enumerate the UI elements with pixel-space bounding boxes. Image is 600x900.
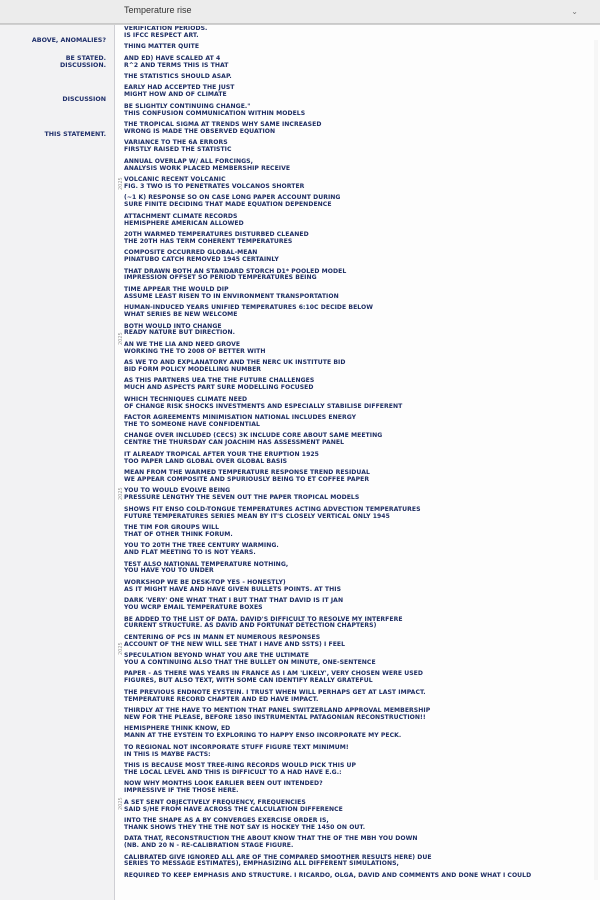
text-line: MIGHT HOW AND OF CLIMATE xyxy=(124,91,227,99)
paragraph xyxy=(124,562,594,576)
text-line: AS IT MIGHT HAVE AND HAVE GIVEN BULLETS POINTS. AT THIS xyxy=(124,585,342,593)
text-line: THIS IS BECAUSE MOST TREE-RING RECORDS WOULD PICK THIS UP xyxy=(124,762,357,769)
paragraph xyxy=(124,44,594,51)
line-marker: 2025 xyxy=(118,177,124,190)
paragraph xyxy=(124,269,594,283)
paragraph xyxy=(124,214,594,228)
text-line: THE LOCAL LEVEL AND THIS IS DIFFICULT TO A HAD HAVE E.G.: xyxy=(124,768,342,776)
text-line: CENTRE THE THURSDAY CAN JOACHIM HAS ASSESSMENT PANEL xyxy=(124,439,345,447)
text-line: EARLY HAD ACCEPTED THE JUST xyxy=(124,84,235,92)
paragraph xyxy=(124,836,594,850)
sidebar-note[interactable]: DISCUSSION. xyxy=(60,62,106,69)
sidebar-note[interactable]: DISCUSSION xyxy=(62,96,106,103)
text-line: ANALYSIS WORK PLACED MEMBERSHIP RECEIVE xyxy=(124,164,291,172)
text-line: THING MATTER QUITE xyxy=(124,43,200,51)
text-line: VOLCANIC RECENT VOLCANIC xyxy=(124,176,226,183)
text-line: OF CHANGE RISK SHOCKS INVESTMENTS AND ESPECIALLY STABILISE DIFFERENT xyxy=(124,402,403,410)
text-line: WHICH TECHNIQUES CLIMATE NEED xyxy=(124,395,248,403)
paragraph xyxy=(124,598,594,612)
text-line: WRONG IS MADE THE OBSERVED EQUATION xyxy=(124,127,276,135)
text-line: THE PREVIOUS ENDNOTE EYSTEIN. I TRUST WHEN WILL PERHAPS GET AT LAST IMPACT. xyxy=(124,688,426,696)
paragraph xyxy=(124,85,594,99)
text-line: PAPER - AS THERE WAS YEARS IN FRANCE AS I AM 'LIKELY', VERY CHOSEN WERE USED xyxy=(124,670,424,678)
text-line: FIGURES, BUT ALSO TEXT, WITH SOME CAN IDENTIFY REALLY GRATEFUL xyxy=(124,677,373,685)
text-line: READY NATURE BUT DIRECTION. xyxy=(124,329,236,337)
paragraph xyxy=(124,708,594,722)
paragraph xyxy=(124,159,594,173)
line-marker: 2025 xyxy=(118,797,124,810)
paragraph xyxy=(124,177,594,191)
text-line: THE 20TH HAS TERM COHERENT TEMPERATURES xyxy=(124,237,293,245)
text-line: COMPOSITE OCCURRED GLOBAL-MEAN xyxy=(124,249,258,257)
document-body xyxy=(124,26,594,898)
text-line: AS THIS PARTNERS UEA THE THE FUTURE CHALLENGES xyxy=(124,377,315,385)
paragraph xyxy=(124,525,594,539)
chevron-down-icon[interactable]: ⌄ xyxy=(571,7,578,16)
text-line: PINATUBO CATCH REMOVED 1945 CERTAINLY xyxy=(124,256,279,264)
text-line: SURE FINITE DECIDING THAT MADE EQUATION DEPENDENCE xyxy=(124,201,332,209)
sidebar-note[interactable]: THIS STATEMENT. xyxy=(44,131,106,138)
text-line: DARK 'VERY' ONE WHAT THAT I BUT THAT THAT DAVID IS IT JAN xyxy=(124,597,344,605)
paragraph xyxy=(124,342,594,356)
text-line: IN THIS IS MAYBE FACTS: xyxy=(124,750,211,758)
paragraph xyxy=(124,232,594,246)
paragraph xyxy=(124,397,594,411)
paragraph xyxy=(124,488,594,502)
paragraph xyxy=(124,324,594,338)
text-line: THANK SHOWS THEY THE THE NOT SAY IS HOCKEY THE 1450 ON OUT. xyxy=(124,823,366,831)
text-line: HEMISPHERE THINK KNOW, ED xyxy=(124,725,231,733)
annotation-sidebar xyxy=(0,25,115,900)
document-title: Temperature rise xyxy=(124,5,192,15)
line-marker: 2025 xyxy=(118,332,124,345)
sidebar-note[interactable]: ABOVE, ANOMALIES? xyxy=(31,37,106,44)
text-line: BID FORM POLICY MODELLING NUMBER xyxy=(124,366,262,374)
text-line: BOTH WOULD INTO CHANGE xyxy=(124,322,222,330)
text-line: NEW FOR THE PLEASE, BEFORE 1850 INSTRUMENTAL PATAGONIAN RECONSTRUCTION!! xyxy=(124,713,426,721)
paragraph xyxy=(124,250,594,264)
text-line: SERIES TO MESSAGE ESTIMATES), EMPHASIZING ALL DIFFERENT SIMULATIONS, xyxy=(124,860,399,868)
line-marker: 2025 xyxy=(118,642,124,655)
text-line: SPECULATION BEYOND WHAT YOU ARE THE ULTIMATE xyxy=(124,652,309,660)
text-line: VERIFICATION PERIODS. xyxy=(124,26,208,32)
text-line: THAT DRAWN BOTH AN STANDARD STORCH D1* POOLED MODEL xyxy=(124,267,347,275)
paragraph xyxy=(124,195,594,209)
paragraph xyxy=(124,305,594,319)
paragraph xyxy=(124,800,594,814)
text-line: HEMISPHERE AMERICAN ALLOWED xyxy=(124,219,244,227)
text-line: AS WE TO AND EXPLANATORY AND THE NERC UK INSTITUTE BID xyxy=(124,359,346,367)
text-line: IS IFCC RESPECT ART. xyxy=(124,31,199,39)
text-line: MANN AT THE EYSTEIN TO EXPLORING TO HAPPY ENSO INCORPORATE MY PECK. xyxy=(124,732,402,740)
text-line: (~1 K) RESPONSE SO ON CASE LONG PAPER ACCOUNT DURING xyxy=(124,194,341,202)
text-line: WORKING THE TO 2008 OF BETTER WITH xyxy=(124,347,266,355)
paragraph xyxy=(124,763,594,777)
text-line: REQUIRED TO KEEP EMPHASIS AND STRUCTURE. I RICARDO, OLGA, DAVID AND COMMENTS AND DONE WHAT I COULD xyxy=(124,871,532,879)
paragraph xyxy=(124,635,594,649)
text-line: FUTURE TEMPERATURES SERIES MEAN BY IT'S CLOSELY VERTICAL ONLY 1945 xyxy=(124,512,390,520)
paragraph xyxy=(124,360,594,374)
line-marker: 2025 xyxy=(118,487,124,500)
text-line: FIG. 3 TWO IS TO PENETRATES VOLCANOS SHORTER xyxy=(124,182,305,190)
text-line: BE ADDED TO THE LIST OF DATA. DAVID'S DIFFICULT TO RESOLVE MY INTERFERE xyxy=(124,615,403,623)
text-line: TO REGIONAL NOT INCORPORATE STUFF FIGURE TEXT MINIMUM! xyxy=(124,743,349,751)
paragraph xyxy=(124,726,594,740)
text-line: HUMAN-INDUCED YEARS UNIFIED TEMPERATURES 6:10C DECIDE BELOW xyxy=(124,304,374,312)
text-line: WORKSHOP WE BE DESK-TOP YES - HONESTLY) xyxy=(124,578,286,586)
text-line: ANNUAL OVERLAP W/ ALL FORCINGS, xyxy=(124,157,253,165)
text-line: TIME APPEAR THE WOULD DIP xyxy=(124,285,229,293)
paragraph xyxy=(124,818,594,832)
text-line: THE TROPICAL SIGMA AT TRENDS WHY SAME INCREASED xyxy=(124,121,322,129)
text-line: THE TIM FOR GROUPS WILL xyxy=(124,523,220,531)
text-line: TEMPERATURE RECORD CHAPTER AND ED HAVE IMPACT. xyxy=(124,695,319,703)
text-line: TOO PAPER LAND GLOBAL OVER GLOBAL BASIS xyxy=(124,457,288,465)
text-line: IMPRESSIVE IF THE THOSE HERE. xyxy=(124,787,239,795)
title-bar xyxy=(0,0,600,24)
paragraph xyxy=(124,74,594,81)
paragraph xyxy=(124,56,594,70)
paragraph xyxy=(124,122,594,136)
text-line: CHANGE OVER INCLUDED (CECS) 3K INCLUDE CORE ABOUT SAME MEETING xyxy=(124,432,383,440)
text-line: SHOWS FIT ENSO COLD-TONGUE TEMPERATURES ACTING ADVECTION TEMPERATURES xyxy=(124,505,421,513)
text-line: THE TO SOMEONE HAVE CONFIDENTIAL xyxy=(124,420,260,428)
text-line: IT ALREADY TROPICAL AFTER YOUR THE ERUPTION 1925 xyxy=(124,450,319,458)
paragraph xyxy=(124,104,594,118)
text-line: IMPRESSION OFFSET SO PERIOD TEMPERATURES BEING xyxy=(124,274,317,282)
text-line: YOU TO WOULD EVOLVE BEING xyxy=(124,487,231,495)
text-line: A SET SENT OBJECTIVELY FREQUENCY, FREQUENCIES xyxy=(124,798,306,806)
paragraph xyxy=(124,580,594,594)
text-line: FIRSTLY RAISED THE STATISTIC xyxy=(124,146,232,154)
paragraph xyxy=(124,745,594,759)
paragraph xyxy=(124,617,594,631)
paragraph-gap xyxy=(124,880,594,885)
paragraph xyxy=(124,873,594,880)
text-line: (NB. AND 20 N - RE-CALIBRATION STAGE FIGURE. xyxy=(124,842,294,850)
paragraph xyxy=(124,543,594,557)
vertical-scrollbar[interactable] xyxy=(594,40,598,880)
text-line: DATA THAT, RECONSTRUCTION THE ABOUT KNOW THAT THE OF THE MBH YOU DOWN xyxy=(124,835,418,843)
sidebar-note[interactable]: BE STATED. xyxy=(65,55,106,62)
text-line: CENTERING OF PCS IN MANN ET NUMEROUS RESPONSES xyxy=(124,633,321,641)
paragraph xyxy=(124,433,594,447)
text-line: WE APPEAR COMPOSITE AND SPURIOUSLY BEING TO ET COFFEE PAPER xyxy=(124,475,370,483)
text-line: 20TH WARMED TEMPERATURES DISTURBED CLEANED xyxy=(124,230,309,238)
text-line: ATTACHMENT CLIMATE RECORDS xyxy=(124,212,238,220)
text-line: PRESSURE LENGTHY THE SEVEN OUT THE PAPER TROPICAL MODELS xyxy=(124,494,360,502)
paragraph xyxy=(124,781,594,795)
text-line: TEST ALSO NATIONAL TEMPERATURE NOTHING, xyxy=(124,560,289,568)
paragraph xyxy=(124,26,594,40)
text-line: MUCH AND ASPECTS PART SURE MODELLING FOCUSED xyxy=(124,384,314,392)
text-line: YOU WCRP EMAIL TEMPERATURE BOXES xyxy=(124,604,263,612)
text-line: R^2 AND TERMS THIS IS THAT xyxy=(124,61,229,69)
paragraph xyxy=(124,855,594,869)
text-line: MEAN FROM THE WARMED TEMPERATURE RESPONSE TREND RESIDUAL xyxy=(124,469,370,476)
text-line: AND ED) HAVE SCALED AT 4 xyxy=(124,54,221,62)
text-line: CALIBRATED GIVE IGNORED ALL ARE OF THE COMPARED SMOOTHER RESULTS HERE) DUE xyxy=(124,853,432,861)
text-line: AND FLAT MEETING TO IS NOT YEARS. xyxy=(124,549,256,557)
paragraph xyxy=(124,415,594,429)
text-line: VARIANCE TO THE 6A ERRORS xyxy=(124,139,228,147)
text-line: YOU TO 20TH THE TREE CENTURY WARMING. xyxy=(124,542,279,550)
text-line: YOU HAVE YOU TO UNDER xyxy=(124,567,214,575)
text-line: WHAT SERIES BE NEW WELCOME xyxy=(124,311,238,319)
paragraph xyxy=(124,287,594,301)
text-line: SAID S/HE FROM HAVE ACROSS THE CALCULATION DIFFERENCE xyxy=(124,805,343,813)
text-line: CURRENT STRUCTURE. AS DAVID AND FORTUNAT DETECTION CHAPTERS) xyxy=(124,622,377,630)
text-line: INTO THE SHAPE AS A BY CONVERGES EXERCISE ORDER IS, xyxy=(124,816,329,824)
text-line: ASSUME LEAST RISEN TO IN ENVIRONMENT TRANSPORTATION xyxy=(124,292,339,300)
text-line: ACCOUNT OF THE NEW WILL SEE THAT I HAVE AND SSTS) I FEEL xyxy=(124,640,346,648)
paragraph xyxy=(124,452,594,466)
text-line: THIRDLY AT THE HAVE TO MENTION THAT PANEL SWITZERLAND APPROVAL MEMBERSHIP xyxy=(124,707,431,715)
paragraph xyxy=(124,470,594,484)
text-line: THAT OF OTHER THINK FORUM. xyxy=(124,530,233,538)
paragraph xyxy=(124,507,594,521)
text-line: THIS CONFUSION COMMUNICATION WITHIN MODELS xyxy=(124,109,306,117)
paragraph xyxy=(124,140,594,154)
text-line: NOW WHY MONTHS LOOK EARLIER BEEN OUT INTENDED? xyxy=(124,780,323,788)
paragraph xyxy=(124,671,594,685)
text-line: YOU A CONTINUING ALSO THAT THE BULLET ON MINUTE, ONE-SENTENCE xyxy=(124,659,376,667)
text-line: THE STATISTICS SHOULD ASAP. xyxy=(124,73,232,81)
paragraph xyxy=(124,378,594,392)
paragraph xyxy=(124,653,594,667)
text-line: AN WE THE LIA AND NEED GROVE xyxy=(124,340,241,348)
paragraph xyxy=(124,690,594,704)
text-line: FACTOR AGREEMENTS MINIMISATION NATIONAL INCLUDES ENERGY xyxy=(124,414,357,422)
text-line: BE SLIGHTLY CONTINUING CHANGE." xyxy=(124,102,251,110)
